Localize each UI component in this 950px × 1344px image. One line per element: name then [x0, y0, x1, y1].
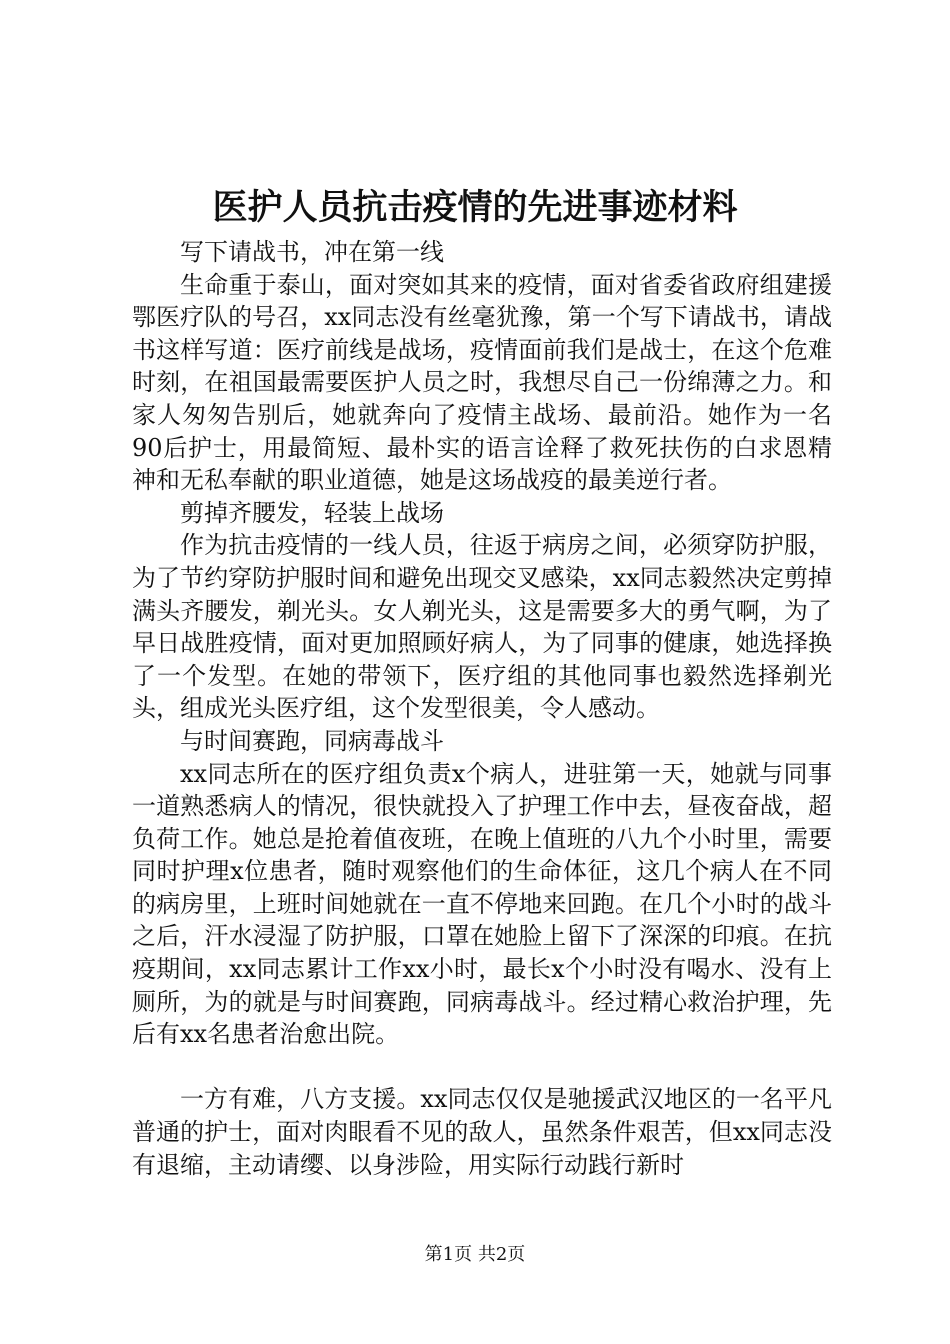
section-paragraph-3: xx同志所在的医疗组负责x个病人，进驻第一天，她就与同事一道熟悉病人的情况，很快就投入了护理工作中去，昼夜奋战，超负荷工作。她总是抢着值夜班，在晚上值班的八九个小时里，需要同时护理x位患者，随时观察他们的生命体征，这几个病人在不同的病房里，上班时间她就在一直不停地来回跑。在几个小时的战斗之后，汗水浸湿了防护服，口罩在她脸上留下了深深的印痕。在抗疫期间，xx同志累计工作xx小时，最长x个小时没有喝水、没有上厕所，为的就是与时间赛跑，同病毒战斗。经过精心救治护理，先后有xx名患者治愈出院。 — [132, 759, 832, 1049]
section-heading-1: 写下请战书，冲在第一线 — [180, 238, 444, 266]
closing-paragraph: 一方有难，八方支援。xx同志仅仅是驰援武汉地区的一名平凡普通的护士，面对肉眼看不见的敌人，虽然条件艰苦，但xx同志没有退缩，主动请缨、以身涉险，用实际行动践行新时 — [132, 1085, 832, 1179]
page-footer: 第1页 共2页 — [424, 1244, 526, 1265]
blank-line — [132, 1051, 832, 1084]
section-heading-3: 与时间赛跑，同病毒战斗 — [180, 726, 444, 755]
document-body — [132, 236, 832, 1181]
section-paragraph-2: 作为抗击疫情的一线人员，往返于病房之间，必须穿防护服，为了节约穿防护服时间和避免出现交叉感染，xx同志毅然决定剪掉满头齐腰发，剃光头。女人剃光头，这是需要多大的勇气啊，为了早日战胜疫情，面对更加照顾好病人，为了同事的健康，她选择换了一个发型。在她的带领下，医疗组的其他同事也毅然选择剃光头，组成光头医疗组，这个发型很美，令人感动。 — [132, 531, 832, 723]
document-title: 医护人员抗击疫情的先进事迹材料 — [212, 187, 738, 228]
section-heading-2: 剪掉齐腰发，轻装上战场 — [180, 498, 444, 527]
section-paragraph-1: 生命重于泰山，面对突如其来的疫情，面对省委省政府组建援鄂医疗队的号召，xx同志没有丝毫犹豫，第一个写下请战书，请战书这样写道：医疗前线是战场，疫情面前我们是战士，在这个危难时刻，在祖国最需要医护人员之时，我想尽自己一份绵薄之力。和家人匆匆告别后，她就奔向了疫情主战场、最前沿。她作为一名90后护士，用最简短、最朴实的语言诠释了救死扶伤的白求恩精神和无私奉献的职业道德，她是这场战疫的最美逆行者。 — [132, 270, 832, 495]
